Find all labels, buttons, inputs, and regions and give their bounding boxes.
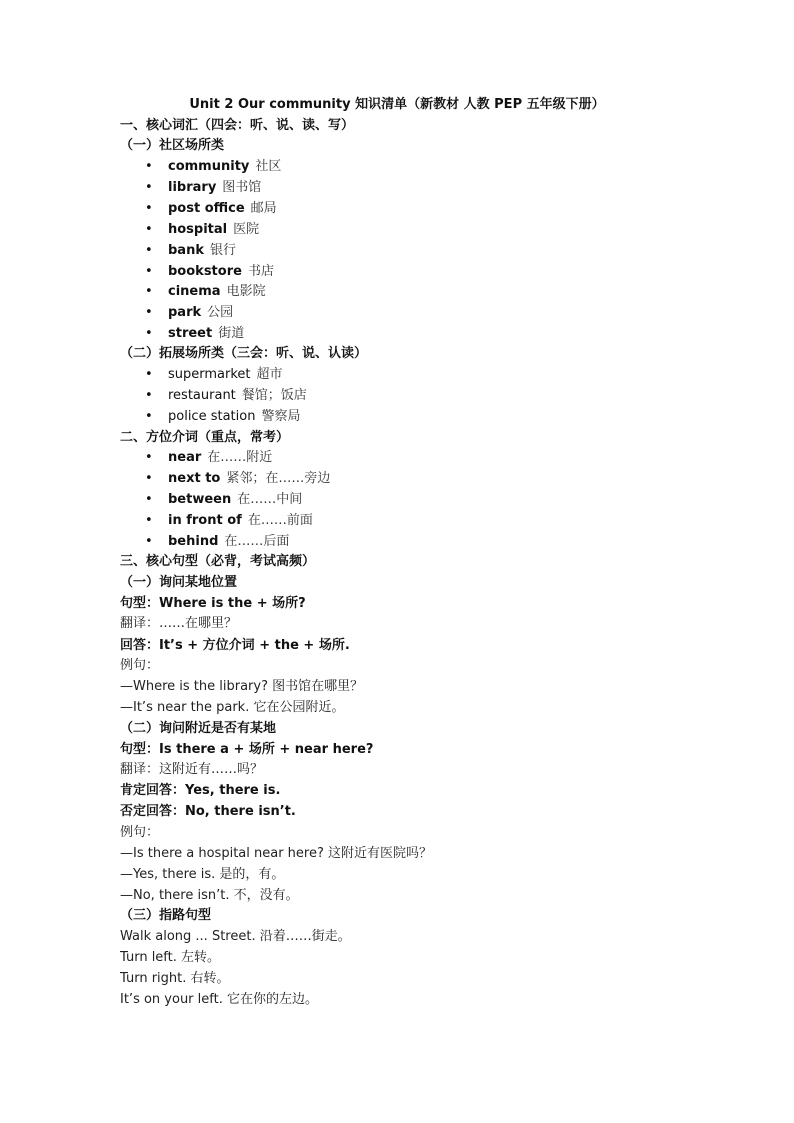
vocab-english: between: [168, 491, 232, 507]
bullet-icon: •: [145, 200, 153, 216]
section3-sub3: （三）指路句型: [120, 908, 212, 923]
vocab-english: bank: [168, 242, 204, 258]
s2-example-3: —No, there isn’t. 不，没有。: [120, 888, 299, 903]
vocab-english: park: [168, 305, 202, 321]
bullet-icon: •: [145, 305, 153, 321]
vocab-item: [168, 199, 277, 219]
vocab-english: post office: [168, 200, 245, 216]
vocab-item: [168, 532, 289, 552]
vocab-chinese: 在……附近: [207, 450, 273, 465]
vocab-english: street: [168, 326, 213, 342]
vocab-item: [168, 490, 302, 510]
bullet-icon: •: [145, 263, 153, 279]
section3-sub1: （一）询问某地位置: [120, 575, 238, 590]
section1-heading: 一、核心词汇（四会：听、说、读、写）: [120, 118, 355, 133]
vocab-item: [168, 448, 272, 468]
vocab-chinese: 在……中间: [237, 491, 303, 507]
bullet-icon: •: [145, 533, 153, 549]
vocab-english: next to: [168, 470, 221, 486]
vocab-item: [168, 469, 330, 489]
vocab-english: supermarket: [168, 367, 251, 382]
vocab-item: [168, 157, 281, 177]
vocab-english: in front of: [168, 512, 242, 528]
vocab-chinese: 在……前面: [247, 512, 313, 528]
vocab-chinese: 餐馆；饭店: [241, 387, 307, 403]
vocab-item: [168, 282, 266, 302]
section2-heading: 二、方位介词（重点，常考）: [120, 430, 290, 445]
vocab-item: [168, 511, 313, 531]
s3-line-4: It’s on your left. 它在你的左边。: [120, 992, 318, 1007]
section3-heading: 三、核心句型（必背，考试高频）: [120, 554, 316, 569]
vocab-chinese: 街道: [218, 326, 245, 342]
bullet-icon: •: [145, 367, 153, 382]
vocab-chinese: 图书馆: [222, 179, 262, 195]
vocab-english: library: [168, 179, 217, 195]
vocab-chinese: 公园: [207, 305, 234, 321]
vocab-english: community: [168, 159, 250, 174]
bullet-icon: •: [145, 326, 153, 342]
bullet-icon: •: [145, 408, 153, 424]
s2-example-2: —Yes, there is. 是的，有。: [120, 867, 285, 882]
bullet-icon: •: [145, 470, 153, 486]
vocab-item: [168, 262, 274, 282]
vocab-english: behind: [168, 533, 219, 549]
document-title: Unit 2 Our community 知识清单（新教材 人教 PEP 五年级下册）: [189, 97, 605, 112]
s2-no-answer: 否定回答：No, there isn’t.: [120, 804, 296, 819]
vocab-chinese: 邮局: [250, 200, 277, 216]
s1-example-label: 例句：: [120, 658, 160, 673]
vocab-item: [168, 178, 261, 198]
s1-example-2: —It’s near the park. 它在公园附近。: [120, 700, 345, 715]
bullet-icon: •: [145, 221, 153, 237]
bullet-icon: •: [145, 284, 153, 300]
s2-yes-answer: 肯定回答：Yes, there is.: [120, 783, 281, 798]
vocab-item: [168, 220, 259, 240]
vocab-chinese: 紧邻；在……旁边: [226, 470, 331, 486]
vocab-english: bookstore: [168, 263, 242, 279]
vocab-english: police station: [168, 408, 256, 424]
vocab-item: [168, 365, 283, 385]
s2-example-label: 例句：: [120, 825, 160, 840]
vocab-item: [168, 303, 233, 323]
vocab-chinese: 书店: [247, 263, 274, 279]
vocab-english: hospital: [168, 221, 228, 237]
vocab-english: near: [168, 450, 202, 465]
s1-answer: 回答：It’s + 方位介词 + the + 场所.: [120, 638, 350, 653]
section1-sub1: （一）社区场所类: [120, 138, 225, 153]
s1-example-1: —Where is the library? 图书馆在哪里？: [120, 679, 364, 694]
vocab-item: [168, 407, 300, 427]
vocab-chinese: 医院: [233, 221, 260, 237]
vocab-chinese: 警察局: [261, 408, 301, 424]
s1-translation: 翻译：……在哪里？: [120, 616, 238, 631]
vocab-item: [168, 386, 307, 406]
bullet-icon: •: [145, 242, 153, 258]
section3-sub2: （二）询问附近是否有某地: [120, 721, 277, 736]
bullet-icon: •: [145, 179, 153, 195]
bullet-icon: •: [145, 450, 153, 465]
bullet-icon: •: [145, 512, 153, 528]
vocab-chinese: 银行: [209, 242, 236, 258]
s2-example-1: —Is there a hospital near here? 这附近有医院吗？: [120, 846, 433, 861]
s3-line-1: Walk along ... Street. 沿着……街走。: [120, 929, 351, 944]
s3-line-3: Turn right. 右转。: [120, 971, 230, 986]
bullet-icon: •: [145, 159, 153, 174]
s2-pattern: 句型：Is there a + 场所 + near here?: [120, 742, 374, 757]
vocab-english: restaurant: [168, 387, 236, 403]
section1-sub2: （二）拓展场所类（三会：听、说、认读）: [120, 346, 368, 361]
vocab-chinese: 超市: [256, 367, 283, 382]
s3-line-2: Turn left. 左转。: [120, 950, 221, 965]
vocab-chinese: 社区: [255, 159, 282, 174]
s2-translation: 翻译：这附近有……吗？: [120, 762, 264, 777]
bullet-icon: •: [145, 387, 153, 403]
s1-pattern: 句型：Where is the + 场所?: [120, 596, 306, 611]
vocab-item: [168, 324, 244, 344]
vocab-item: [168, 241, 236, 261]
vocab-chinese: 电影院: [226, 284, 266, 300]
bullet-icon: •: [145, 491, 153, 507]
vocab-chinese: 在……后面: [224, 533, 290, 549]
vocab-english: cinema: [168, 284, 221, 300]
